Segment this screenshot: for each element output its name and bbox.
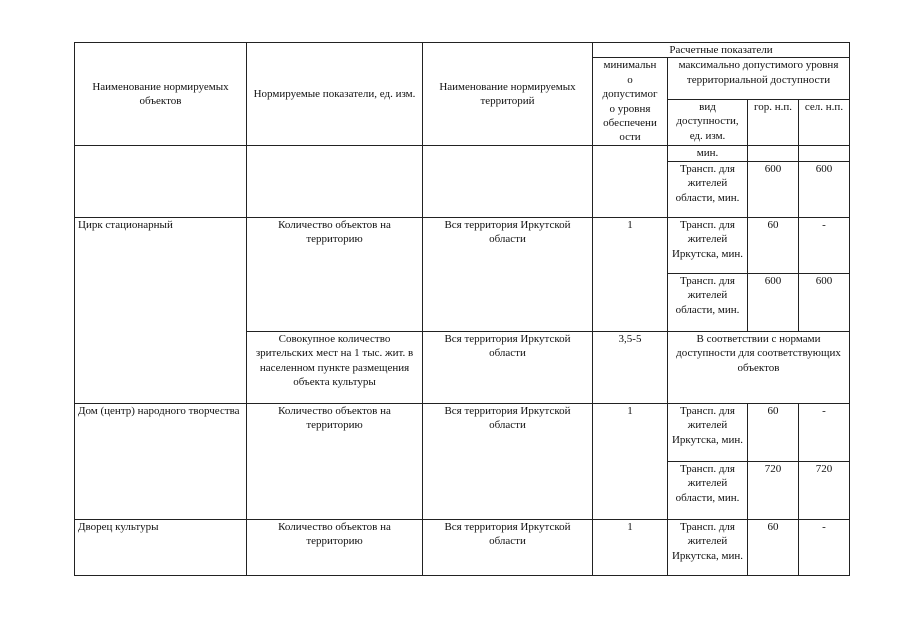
table-row xyxy=(75,217,850,273)
access-type: мин. xyxy=(668,145,748,161)
urban-value: 600 xyxy=(748,161,799,217)
access-type: Трансп. для жителей области, мин. xyxy=(668,461,748,519)
rural-value: - xyxy=(799,403,850,461)
urban-value: 60 xyxy=(748,519,799,575)
indicator: Количество объектов на территорию xyxy=(247,403,423,519)
rural-value: - xyxy=(799,519,850,575)
indicator: Количество объектов на территорию xyxy=(247,217,423,331)
min-value: 1 xyxy=(593,519,668,575)
cell-empty xyxy=(247,145,423,217)
urban-value: 600 xyxy=(748,273,799,331)
min-value: 3,5-5 xyxy=(593,331,668,403)
max-value-note: В соответствии с нормами доступности для соответствующих объектов xyxy=(668,331,850,403)
cell-empty xyxy=(799,145,850,161)
header-calc: Расчетные показатели xyxy=(593,43,850,58)
territory: Вся территория Иркутской области xyxy=(423,403,593,519)
table-row xyxy=(75,519,850,575)
access-type: Трансп. для жителей области, мин. xyxy=(668,273,748,331)
norms-table xyxy=(74,42,850,576)
cell-empty xyxy=(75,145,247,217)
cell-empty xyxy=(593,145,668,217)
indicator: Совокупное количество зрительских мест на 1 тыс. жит. в населенном пункте размещения объекта культуры xyxy=(247,331,423,403)
territory: Вся территория Иркутской области xyxy=(423,519,593,575)
urban-value: 720 xyxy=(748,461,799,519)
object-name: Дом (центр) народного творчества xyxy=(75,403,247,519)
indicator: Количество объектов на территорию xyxy=(247,519,423,575)
rural-value: - xyxy=(799,217,850,273)
min-value: 1 xyxy=(593,403,668,519)
cell-empty xyxy=(748,145,799,161)
header-object-name: Наименование нормируемых объектов xyxy=(75,43,247,146)
header-rural: сел. н.п. xyxy=(799,99,850,145)
cell-empty xyxy=(423,145,593,217)
urban-value: 60 xyxy=(748,403,799,461)
access-type: Трансп. для жителей Иркутска, мин. xyxy=(668,519,748,575)
header-territory: Наименование нормируемых территорий xyxy=(423,43,593,146)
object-name: Цирк стационарный xyxy=(75,217,247,403)
table-row xyxy=(75,403,850,461)
header-indicator: Нормируемые показатели, ед. изм. xyxy=(247,43,423,146)
rural-value: 720 xyxy=(799,461,850,519)
rural-value: 600 xyxy=(799,273,850,331)
territory: Вся территория Иркутской области xyxy=(423,331,593,403)
object-name: Дворец культуры xyxy=(75,519,247,575)
header-min-level: минимальн о допустимог о уровня обеспечени ости xyxy=(593,58,668,145)
header-urban: гор. н.п. xyxy=(748,99,799,145)
access-type: Трансп. для жителей области, мин. xyxy=(668,161,748,217)
access-type: Трансп. для жителей Иркутска, мин. xyxy=(668,217,748,273)
header-max-level: максимально допустимого уровня территориальной доступности xyxy=(668,58,850,100)
table-row xyxy=(75,145,850,161)
min-value: 1 xyxy=(593,217,668,331)
access-type: Трансп. для жителей Иркутска, мин. xyxy=(668,403,748,461)
rural-value: 600 xyxy=(799,161,850,217)
urban-value: 60 xyxy=(748,217,799,273)
territory: Вся территория Иркутской области xyxy=(423,217,593,331)
header-access-type: вид доступности, ед. изм. xyxy=(668,99,748,145)
